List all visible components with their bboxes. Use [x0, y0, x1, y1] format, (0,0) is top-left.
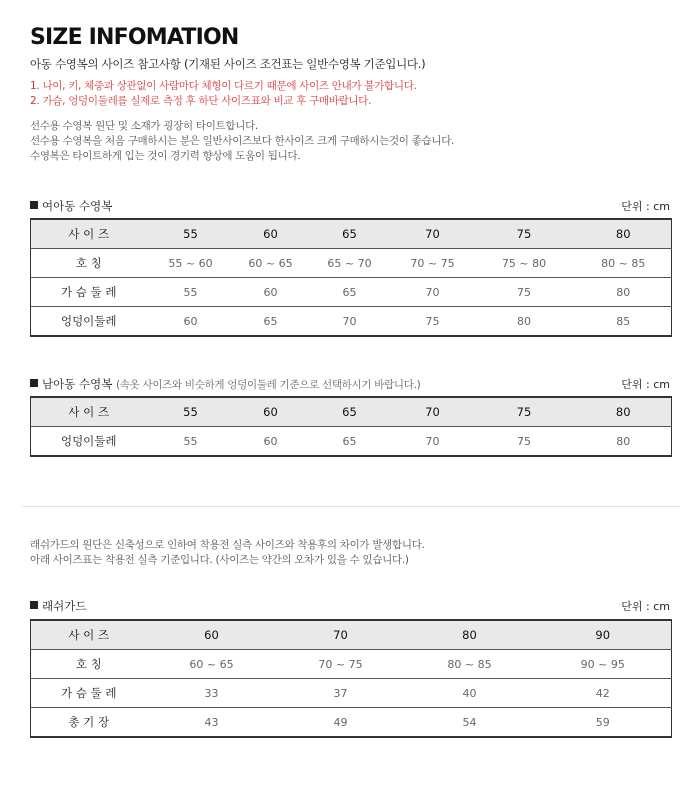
table-cell: 49	[333, 715, 348, 729]
header-cell: 75	[473, 219, 576, 249]
boys-section-header	[30, 376, 670, 392]
table-cell: 75 ~ 80	[473, 249, 576, 278]
table-cell: 65	[307, 278, 393, 307]
table-cell: 70	[342, 314, 357, 328]
header-cell: 60	[235, 397, 307, 427]
header-cell: 55	[147, 219, 235, 249]
header-cell: 사 이 즈	[31, 219, 147, 249]
rashguard-note: 아래 사이즈표는 착용전 실측 기준입니다. (사이즈는 약간의 오차가 있을 수 있습니다.)	[30, 554, 409, 566]
page-subtitle: 아동 수영복의 사이즈 참고사항 (기재된 사이즈 조건표는 일반수영복 기준입니다.)	[30, 57, 426, 71]
rashguard-size-table	[30, 619, 672, 738]
table-cell: 43	[204, 715, 219, 729]
table-cell: 55	[183, 434, 198, 448]
table-cell: 65	[263, 314, 278, 328]
table-cell: 80	[517, 314, 531, 328]
table-cell: 70	[393, 278, 473, 307]
header-cell: 사 이 즈	[31, 397, 147, 427]
table-row	[31, 307, 672, 337]
header-cell: 90	[535, 620, 672, 650]
header-cell: 80	[576, 397, 672, 427]
boys-size-table	[30, 396, 672, 457]
table-row	[31, 708, 672, 738]
table-cell: 70 ~ 75	[277, 650, 405, 679]
table-row	[31, 278, 672, 307]
header-cell: 70	[393, 219, 473, 249]
boys-section-note: (속옷 사이즈와 비슷하게 엉덩이둘레 기준으로 선택하시기 바랍니다.)	[115, 379, 421, 391]
table-cell: 60	[263, 434, 278, 448]
rashguard-section-title: 래쉬가드	[42, 599, 87, 613]
boys-unit-label: 단위 : cm	[621, 378, 670, 391]
rashguard-notes	[30, 538, 425, 568]
table-row	[31, 249, 672, 278]
table-cell: 80 ~ 85	[576, 249, 672, 278]
girls-size-table	[30, 218, 672, 337]
table-cell: 40	[405, 679, 535, 708]
girls-unit-label: 단위 : cm	[621, 200, 670, 213]
table-cell: 80	[576, 278, 672, 307]
girls-section-title: 여아동 수영복	[42, 199, 113, 213]
table-cell: 54	[462, 715, 477, 729]
table-cell: 80 ~ 85	[405, 650, 535, 679]
header-cell: 80	[576, 219, 672, 249]
rashguard-unit-label: 단위 : cm	[621, 600, 670, 613]
row-label: 총 기 장	[68, 715, 110, 729]
table-row	[31, 427, 672, 457]
table-cell: 80	[616, 434, 631, 448]
fit-note: 수영복은 타이트하게 입는 것이 경기력 향상에 도움이 됩니다.	[30, 150, 301, 162]
header-cell: 70	[277, 620, 405, 650]
table-cell: 85	[616, 314, 631, 328]
header-cell: 60	[235, 219, 307, 249]
row-label: 가 슴 둘 레	[31, 278, 147, 307]
section-divider	[22, 506, 680, 507]
table-cell: 90 ~ 95	[535, 650, 672, 679]
table-cell: 37	[277, 679, 405, 708]
table-cell: 33	[147, 679, 277, 708]
header-cell: 70	[393, 397, 473, 427]
table-header-row	[31, 219, 672, 249]
page-title: SIZE INFOMATION	[30, 25, 239, 50]
rashguard-note: 래쉬가드의 원단은 신축성으로 인하여 착용전 실측 사이즈와 착용후의 차이가 발생합니다.	[30, 539, 425, 551]
warning-notes	[30, 79, 417, 109]
table-cell: 65 ~ 70	[307, 249, 393, 278]
row-label: 가 슴 둘 레	[31, 679, 147, 708]
table-cell: 75	[473, 278, 576, 307]
warning-note: 2. 가슴, 엉덩이둘레를 실제로 측정 후 하단 사이즈표와 비교 후 구매바랍니다.	[30, 95, 372, 107]
table-header-row	[31, 620, 672, 650]
header-cell: 65	[307, 397, 393, 427]
table-cell: 60	[235, 278, 307, 307]
row-label: 호 칭	[31, 650, 147, 679]
square-bullet-icon	[30, 201, 38, 209]
row-label: 엉덩이둘레	[60, 434, 117, 448]
table-cell: 59	[595, 715, 610, 729]
boys-section-title: 남아동 수영복	[42, 377, 113, 391]
table-cell: 60	[183, 314, 198, 328]
fit-notes	[30, 119, 454, 164]
row-label: 호 칭	[31, 249, 147, 278]
header-cell: 80	[405, 620, 535, 650]
header-cell: 55	[147, 397, 235, 427]
table-cell: 65	[342, 434, 357, 448]
table-row	[31, 679, 672, 708]
table-cell: 60 ~ 65	[147, 650, 277, 679]
table-cell: 70 ~ 75	[393, 249, 473, 278]
table-cell: 70	[425, 434, 440, 448]
table-cell: 75	[425, 314, 440, 328]
square-bullet-icon	[30, 379, 38, 387]
girls-section-header	[30, 198, 670, 214]
header-cell: 75	[473, 397, 576, 427]
header-cell: 65	[307, 219, 393, 249]
fit-note: 선수용 수영복을 처음 구매하시는 분은 일반사이즈보다 한사이즈 크게 구매하시는것이 좋습니다.	[30, 135, 455, 147]
table-cell: 55 ~ 60	[147, 249, 235, 278]
warning-note: 1. 나이, 키, 체중과 상관없이 사람마다 체형이 다르기 때문에 사이즈 안내가 불가합니다.	[30, 80, 417, 92]
row-label: 엉덩이둘레	[60, 314, 117, 328]
square-bullet-icon	[30, 601, 38, 609]
table-cell: 60 ~ 65	[235, 249, 307, 278]
table-row	[31, 650, 672, 679]
fit-note: 선수용 수영복 원단 및 소재가 굉장히 타이트합니다.	[30, 120, 258, 132]
header-cell: 60	[147, 620, 277, 650]
table-cell: 42	[535, 679, 672, 708]
rashguard-section-header	[30, 598, 670, 614]
header-cell: 사 이 즈	[31, 620, 147, 650]
table-cell: 75	[517, 434, 531, 448]
table-header-row	[31, 397, 672, 427]
table-cell: 55	[147, 278, 235, 307]
